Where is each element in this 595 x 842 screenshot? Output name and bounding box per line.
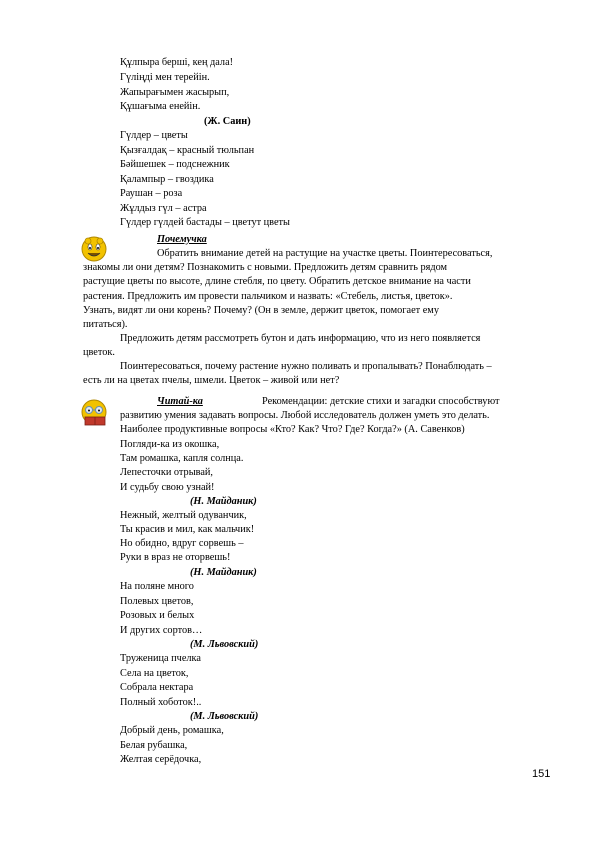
section-title-chitayka: Читай-ка <box>157 396 203 407</box>
section-title-pochemuchka: Почемучка <box>157 234 207 245</box>
poem-line: Жапырағымен жасырып, <box>120 87 230 98</box>
poem-line: Села на цветок, <box>120 668 189 679</box>
paragraph-line: развитию умения задавать вопросы. Любой исследователь должен уметь это делать. <box>120 410 490 421</box>
paragraph-line: знакомы ли они детям? Познакомить с новыми. Предложить детям сравнить рядом <box>83 262 448 273</box>
poem-line: Руки в враз не оторвешь! <box>120 552 231 563</box>
vocab-line: Жұлдыз гүл – астра <box>120 203 207 214</box>
poem-line: Белая рубашка, <box>120 740 188 751</box>
poem-line: Розовых и белых <box>120 610 195 621</box>
paragraph-line: Наиболее продуктивные вопросы «Кто? Как? Что? Где? Когда?» (А. Савенков) <box>120 424 465 435</box>
poem-line: Труженица пчелка <box>120 653 201 664</box>
paragraph-line: Предложить детям рассмотреть бутон и дать информацию, что из него появляется <box>120 333 481 344</box>
poem-line: И судьбу свою узнай! <box>120 482 215 493</box>
poem-author: (Ж. Саин) <box>204 116 251 127</box>
poem-line: Но обидно, вдруг сорвешь – <box>120 538 244 549</box>
vocab-line: Қалампыр – гвоздика <box>120 174 214 185</box>
paragraph-line: цветок. <box>83 347 115 358</box>
poem-line: Желтая серёдочка, <box>120 754 202 765</box>
paragraph-line: Рекомендации: детские стихи и загадки способствуют <box>262 396 500 407</box>
poem-line: И других сортов… <box>120 625 203 636</box>
poem-line: На поляне много <box>120 581 194 592</box>
poem-line: Полный хоботок!.. <box>120 697 202 708</box>
poem-line: Ты красив и мил, как мальчик! <box>120 524 255 535</box>
poem-line: Добрый день, ромашка, <box>120 725 224 736</box>
poem-line: Погляди-ка из окошка, <box>120 439 220 450</box>
poem-line: Құшағыма енейін. <box>120 101 201 112</box>
poem-line: Гүліңді мен терейін. <box>120 72 210 83</box>
smiley-face-icon <box>79 234 109 264</box>
vocab-line: Гүлдер – цветы <box>120 130 188 141</box>
vocab-line: Қызғалдақ – красный тюльпан <box>120 145 255 156</box>
reading-smiley-icon <box>79 398 111 428</box>
vocab-line: Гүлдер гүлдей бастады – цветут цветы <box>120 217 290 228</box>
paragraph-line: Обратить внимание детей на растущие на участке цветы. Поинтересоваться, <box>157 248 493 259</box>
paragraph-line: Узнать, видят ли они корень? Почему? (Он в земле, держит цветок, помогает ему <box>83 305 439 316</box>
poem-line: Собрала нектара <box>120 682 194 693</box>
poem-line: Полевых цветов, <box>120 596 194 607</box>
paragraph-line: растущие цветы по высоте, длине стебля, по цвету. Обратить детское внимание на части <box>83 276 471 287</box>
poem-line: Құлпыра берші, кең дала! <box>120 57 234 68</box>
vocab-line: Раушан – роза <box>120 188 183 199</box>
poem-author: (Н. Майданик) <box>190 567 257 578</box>
poem-line: Там ромашка, капля солнца. <box>120 453 244 464</box>
paragraph-line: Поинтересоваться, почему растение нужно поливать и пропалывать? Понаблюдать – <box>120 361 492 372</box>
poem-author: (М. Львовский) <box>190 639 259 650</box>
paragraph-line: есть ли на цветах пчелы, шмели. Цветок – живой или нет? <box>83 375 340 386</box>
poem-line: Нежный, желтый одуванчик, <box>120 510 247 521</box>
poem-line: Лепесточки отрывай, <box>120 467 213 478</box>
page-number: 151 <box>532 768 551 780</box>
poem-author: (Н. Майданик) <box>190 496 257 507</box>
paragraph-line: растения. Предложить им провести пальчиком и назвать: «Стебель, листья, цветок». <box>83 291 453 302</box>
vocab-line: Бәйшешек – подснежник <box>120 159 230 170</box>
poem-author: (М. Львовский) <box>190 711 259 722</box>
paragraph-line: питаться). <box>83 319 128 330</box>
